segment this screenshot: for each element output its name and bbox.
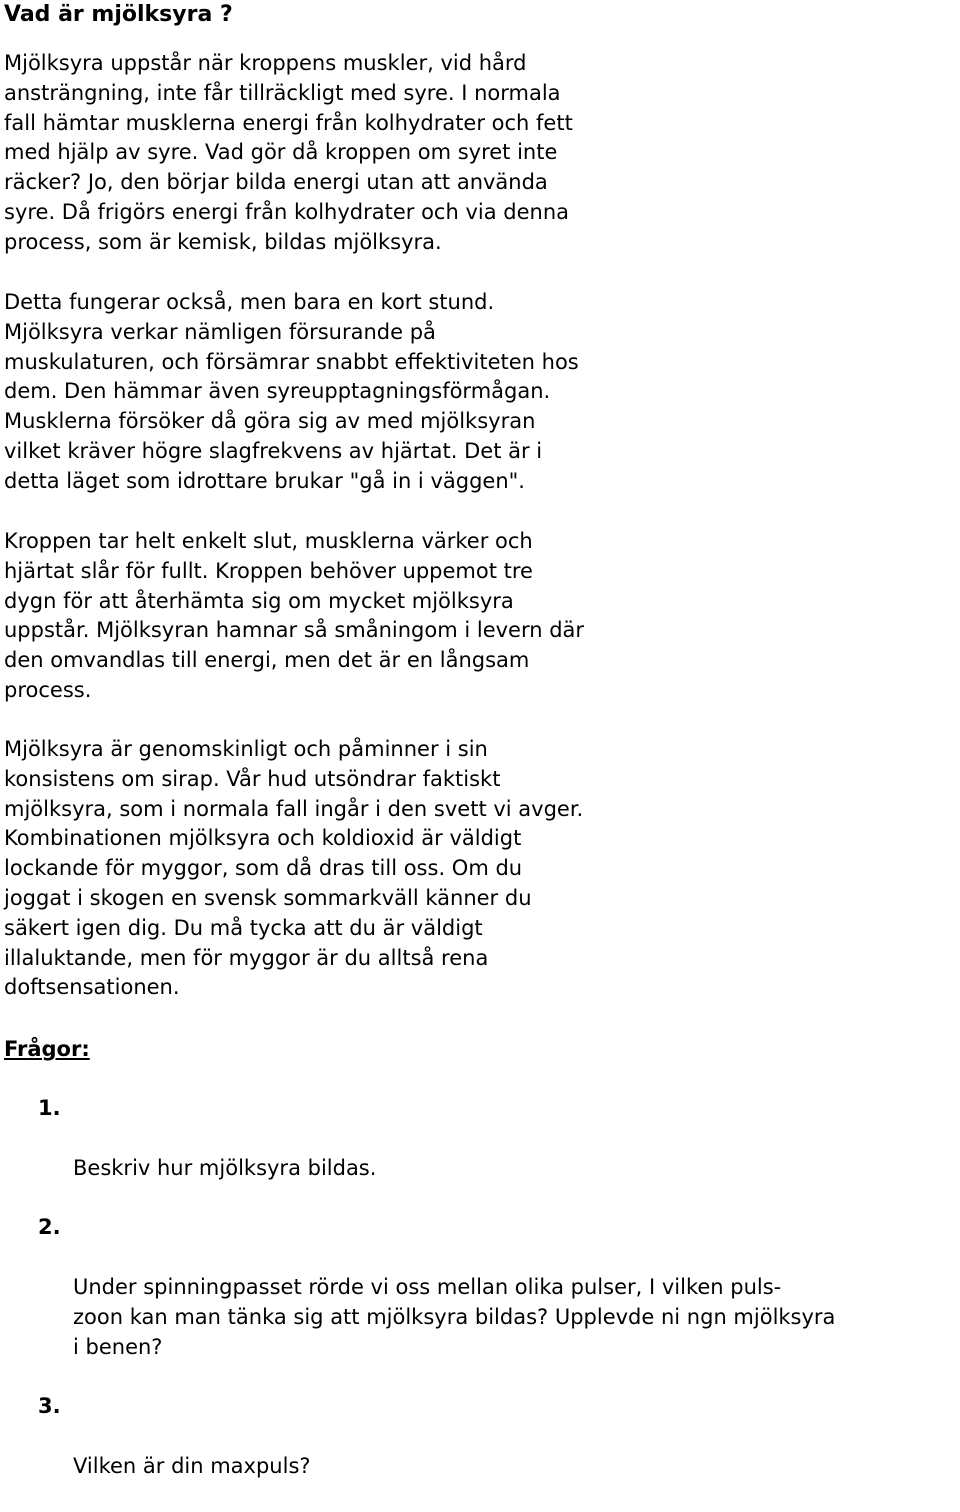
paragraph-2: Detta fungerar också, men bara en kort stund. Mjölksyra verkar nämligen försurande på muskulaturen, och försämrar snabbt effektiviteten hos dem. Den hämmar även syreupptagningsförmågan. Musklerna försöker då göra sig av med mjölksyran vilket kräver högre slagfrekvens av hjärtat. Det är i detta läget som idrottare brukar "gå in i väggen". — [4, 290, 579, 493]
paragraph-1: Mjölksyra uppstår när kroppens muskler, vid hård ansträngning, inte får tillräckligt med syre. I normala fall hämtar musklerna energi från kolhydrater och fett med hjälp av syre. Vad gör då kroppen om syret inte räcker? Jo, den börjar bilda energi utan att använda syre. Då frigörs energi från kolhydrater och via denna process, som är kemisk, bildas mjölksyra. — [4, 51, 573, 254]
paragraph-3: Kroppen tar helt enkelt slut, musklerna värker och hjärtat slår för fullt. Kroppen behöver uppemot tre dygn för att återhämta sig om mycket mjölksyra uppstår. Mjölksyran hamnar så småningom i levern där den omvandlas till energi, men det är en långsam process. — [4, 529, 585, 702]
document-title: Vad är mjölksyra ? — [4, 2, 233, 27]
question-item-1 — [38, 1094, 958, 1183]
question-text: Under spinningpasset rörde vi oss mellan olika pulser, I vilken puls- zoon kan man tänka sig att mjölksyra bildas? Upplevde ni ngn mjölksyra i benen? — [73, 1274, 836, 1359]
question-number: 2. — [38, 1215, 61, 1240]
questions-heading: Frågor: — [4, 1037, 90, 1061]
question-text: Vilken är din maxpuls? — [73, 1453, 311, 1478]
question-number: 3. — [38, 1394, 61, 1419]
question-text: Beskriv hur mjölksyra bildas. — [73, 1155, 377, 1180]
document-page — [4, 0, 956, 1478]
question-item-3 — [38, 1392, 958, 1481]
paragraph-4: Mjölksyra är genomskinligt och påminner i sin konsistens om sirap. Vår hud utsöndrar faktiskt mjölksyra, som i normala fall ingår i den svett vi avger. Kombinationen mjölksyra och koldioxid är väldigt lockande för myggor, som då dras till oss. Om du joggat i skogen en svensk sommarkväll känner du säkert igen dig. Du må tycka att du är väldigt illaluktande, men för myggor är du alltså rena doftsensationen. — [4, 737, 584, 1000]
question-number: 1. — [38, 1096, 61, 1120]
questions-list — [38, 1094, 958, 1512]
question-item-2 — [38, 1213, 958, 1362]
